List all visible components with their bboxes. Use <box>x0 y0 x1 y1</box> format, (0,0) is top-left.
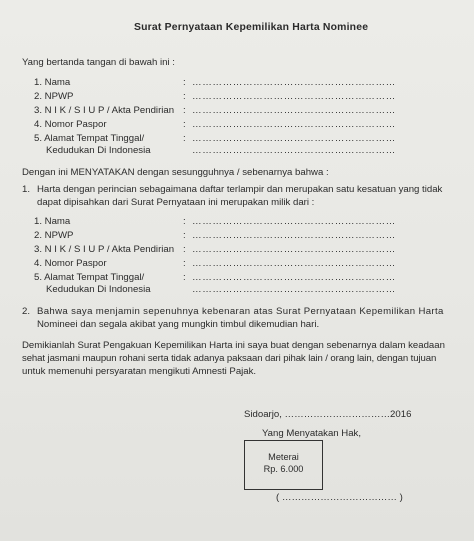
field-colon: : <box>183 258 186 269</box>
place-date: Sidoarjo, ……………………………2016 <box>244 409 412 420</box>
point-number: 2. <box>22 306 31 317</box>
owner-dots-alamat: …………………………………………………… <box>192 272 396 283</box>
field-dots-nik: …………………………………………………… <box>192 105 396 116</box>
field-colon: : <box>183 119 186 130</box>
point1-line2: dapat dipisahkan dari Surat Pernyataan ini merupakan milik dari : <box>37 197 315 208</box>
owner-label-nama: 1. Nama <box>34 216 71 227</box>
intro-text: Yang bertanda tangan di bawah ini : <box>22 57 175 68</box>
field-dots-paspor: …………………………………………………… <box>192 119 396 130</box>
field-label-paspor: 4. Nomor Paspor <box>34 119 107 130</box>
field-dots-alamat: …………………………………………………… <box>192 133 396 144</box>
point2-line1: Bahwa saya menjamin sepenuhnya kebenaran atas Surat Pernyataan Kepemilikan Harta <box>37 306 444 317</box>
field-colon: : <box>183 230 186 241</box>
field-colon: : <box>183 77 186 88</box>
field-colon: : <box>183 105 186 116</box>
field-label-nik: 3. N I K / S I U P / Akta Pendirian <box>34 105 175 116</box>
owner-label-paspor: 4. Nomor Paspor <box>34 258 107 269</box>
field-label-npwp: 2. NPWP <box>34 91 74 102</box>
closing-line1: Demikianlah Surat Pengakuan Kepemilikan Harta ini saya buat dengan sebenarnya dalam keadaan <box>22 340 445 351</box>
signer-name-line: ( ……………………………… ) <box>276 492 403 503</box>
owner-label-alamat: 5. Alamat Tempat Tinggal/ <box>34 272 145 283</box>
field-label-nama: 1. Nama <box>34 77 71 88</box>
closing-line3: untuk memenuhi persyaratan mengikuti Amnesti Pajak. <box>22 366 257 377</box>
owner-dots-kedudukan: …………………………………………………… <box>192 284 396 295</box>
field-dots-kedudukan: …………………………………………………… <box>192 145 396 156</box>
field-colon: : <box>183 133 186 144</box>
field-dots-npwp: …………………………………………………… <box>192 91 396 102</box>
owner-label-npwp: 2. NPWP <box>34 230 74 241</box>
stamp-text-amount: Rp. 6.000 <box>263 464 304 474</box>
closing-line2: sehat jasmani maupun rohani serta tidak adanya paksaan dari pihak lain / orang lain, dengan tujuan <box>22 353 437 364</box>
field-dots-nama: …………………………………………………… <box>192 77 396 88</box>
declaration-intro: Dengan ini MENYATAKAN dengan sesungguhnya / sebenarnya bahwa : <box>22 167 329 178</box>
field-colon: : <box>183 244 186 255</box>
point2-line2: Nomineei dan segala akibat yang mungkin timbul dikemudian hari. <box>37 319 320 330</box>
point1-line1: Harta dengan perincian sebagaimana daftar terlampir dan merupakan satu kesatuan yang tidak <box>37 184 443 195</box>
field-label-kedudukan: Kedudukan Di Indonesia <box>46 145 151 156</box>
owner-label-kedudukan: Kedudukan Di Indonesia <box>46 284 151 295</box>
signer-label: Yang Menyatakan Hak, <box>262 428 362 439</box>
point-number: 1. <box>22 184 31 195</box>
owner-dots-nik: …………………………………………………… <box>192 244 396 255</box>
field-colon: : <box>183 272 186 283</box>
document-title: Surat Pernyataan Kepemilikan Harta Nominee <box>134 22 369 33</box>
field-colon: : <box>183 91 186 102</box>
stamp-text-meterai: Meterai <box>268 452 299 462</box>
owner-dots-nama: …………………………………………………… <box>192 216 396 227</box>
owner-label-nik: 3. N I K / S I U P / Akta Pendirian <box>34 244 175 255</box>
owner-dots-npwp: …………………………………………………… <box>192 230 396 241</box>
stamp-box <box>244 440 323 490</box>
field-colon: : <box>183 216 186 227</box>
owner-dots-paspor: …………………………………………………… <box>192 258 396 269</box>
field-label-alamat: 5. Alamat Tempat Tinggal/ <box>34 133 145 144</box>
